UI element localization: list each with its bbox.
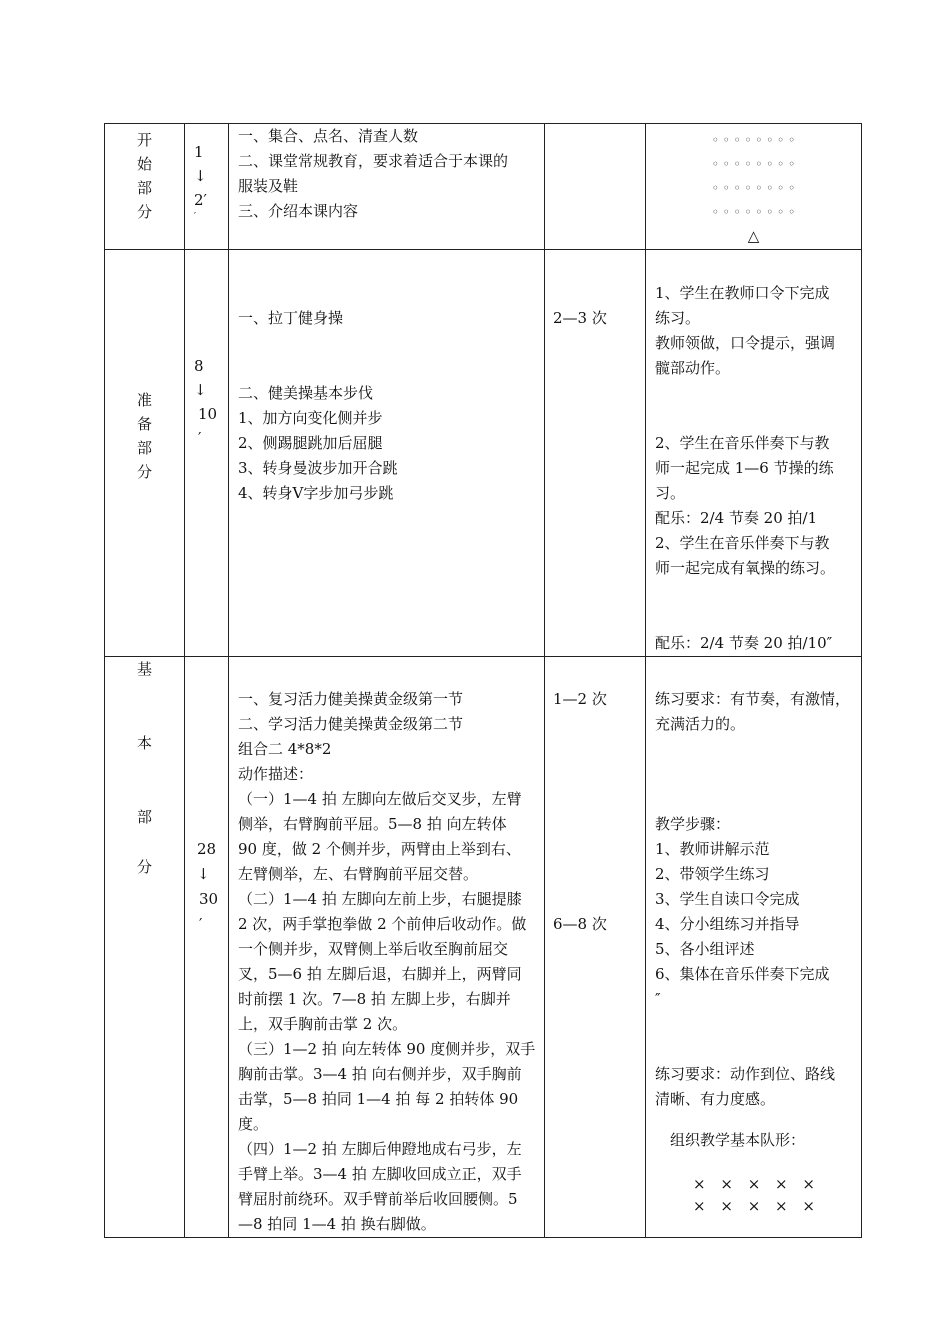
count-value: 2—3 次 [553, 309, 607, 327]
section-label-cell [105, 657, 185, 1238]
row-start-section [105, 124, 862, 250]
count-main [545, 657, 645, 937]
content-line: 动作描述： [238, 765, 314, 783]
content-line: 2 次，两手掌抱拳做 2 个前伸后收动作。做 [238, 915, 527, 933]
time-line: 8 [194, 357, 204, 375]
section-char: 本 [136, 734, 152, 752]
count-cell [545, 250, 646, 657]
time-line: ′ [194, 212, 197, 222]
time-line: 28 [197, 840, 217, 858]
content-line: 左臂侧举，左、右臂胸前平屈交替。 [238, 865, 479, 883]
content-line: —8 拍同 1—4 拍 换右脚做。 [238, 1215, 436, 1233]
time-main [185, 657, 228, 937]
method-line: 3、学生自读口令完成 [655, 890, 800, 908]
method-line: 充满活力的。 [655, 715, 746, 733]
content-line: 一个侧并步，双臂侧上举后收至胸前屈交 [238, 940, 509, 958]
time-line: 1 [194, 143, 204, 161]
teacher-triangle-icon: △ [747, 227, 760, 245]
time-line: ′ [199, 915, 203, 933]
content-cell [229, 657, 545, 1238]
method-main [646, 657, 861, 1217]
content-line: 1、加方向变化侧并步 [238, 409, 383, 427]
time-cell [185, 657, 229, 1238]
student-dot-row: ◦ ◦ ◦ ◦ ◦ ◦ ◦ ◦ [711, 181, 796, 195]
content-cell [229, 250, 545, 657]
content-line: 叉，5—6 拍 左脚后退，右脚并上，两臂同 [238, 965, 522, 983]
method-line: 教师领做，口令提示，强调 [655, 334, 836, 352]
content-line: 时前摆 1 次。7—8 拍 左脚上步，右脚并 [238, 990, 511, 1008]
section-label-cell [105, 124, 185, 250]
method-line: 练习要求：有节奏，有激情， [655, 690, 851, 708]
content-line: 胸前击掌。3—4 拍 向右侧并步，双手胸前 [238, 1065, 522, 1083]
content-line: 二、健美操基本步伐 [238, 384, 374, 402]
content-line: 2、侧踢腿跳加后屈腿 [238, 434, 383, 452]
time-line: 30 [199, 890, 219, 908]
section-label-prep [105, 250, 184, 484]
section-label-cell [105, 250, 185, 657]
time-line: ′ [198, 429, 202, 447]
content-line: 度。 [238, 1115, 269, 1133]
content-line: 侧举，右臂胸前平屈。5—8 拍 向左转体 [238, 815, 507, 833]
time-start [185, 124, 228, 222]
method-line: 6、集体在音乐伴奏下完成 [655, 965, 830, 983]
method-line: 练习。 [655, 309, 701, 327]
section-char: 部 [136, 808, 152, 826]
method-line: 1、教师讲解示范 [655, 840, 770, 858]
formation-diagram [646, 124, 861, 248]
content-line: 击掌，5—8 拍同 1—4 拍 每 2 拍转体 90 [238, 1090, 519, 1108]
student-cross-row: × × × × × [693, 1175, 815, 1193]
content-line: 90 度，做 2 个侧并步，两臂由上举到右、 [238, 840, 521, 858]
section-char: 分 [136, 463, 152, 481]
content-line: 一、拉丁健身操 [238, 309, 344, 327]
method-line: 4、分小组练习并指导 [655, 915, 800, 933]
section-label-start [105, 124, 184, 224]
student-dot-row: ◦ ◦ ◦ ◦ ◦ ◦ ◦ ◦ [711, 133, 796, 147]
method-line: 配乐：2/4 节奏 20 拍/1 [655, 509, 818, 527]
time-line: ↓ [197, 865, 210, 883]
section-char: 基 [136, 660, 152, 678]
content-line: 服装及鞋 [238, 177, 299, 195]
content-start [229, 124, 544, 224]
content-main [229, 657, 544, 1237]
time-line: ↓ [194, 167, 207, 185]
content-line: 4、转身Ⅴ字步加弓步跳 [238, 484, 394, 502]
section-char: 部 [136, 439, 152, 457]
student-dot-row: ◦ ◦ ◦ ◦ ◦ ◦ ◦ ◦ [711, 205, 796, 219]
row-main-section [105, 657, 862, 1238]
student-dot-row: ◦ ◦ ◦ ◦ ◦ ◦ ◦ ◦ [711, 157, 796, 171]
student-cross-row: × × × × × [693, 1197, 815, 1215]
content-line: 二、学习活力健美操黄金级第二节 [238, 715, 464, 733]
formation-cell [646, 124, 862, 250]
time-line: 10 [198, 405, 218, 423]
method-cell [646, 250, 862, 657]
method-line: 练习要求：动作到位、路线 [655, 1065, 836, 1083]
method-line: 教学步骤： [655, 815, 731, 833]
content-line: 一、复习活力健美操黄金级第一节 [238, 690, 464, 708]
method-line: 1、学生在教师口令下完成 [655, 284, 830, 302]
method-line: 师一起完成有氧操的练习。 [655, 559, 836, 577]
content-line: （三）1—2 拍 向左转体 90 度侧并步，双手 [238, 1040, 536, 1058]
content-prep [229, 250, 544, 506]
time-prep [185, 250, 228, 450]
count-cell [545, 124, 646, 250]
content-line: 3、转身曼波步加开合跳 [238, 459, 398, 477]
method-line: 清晰、有力度感。 [655, 1090, 776, 1108]
time-cell [185, 124, 229, 250]
method-line: 师一起完成 1—6 节操的练 [655, 459, 834, 477]
content-line: 手臂上举。3—4 拍 左脚收回成立正，双手 [238, 1165, 522, 1183]
content-line: 二、课堂常规教育，要求着适合于本课的 [238, 152, 509, 170]
content-line: （二）1—4 拍 左脚向左前上步，右腿提膝 [238, 890, 522, 908]
method-line: 2、带领学生练习 [655, 865, 770, 883]
content-cell [229, 124, 545, 250]
section-label-main [105, 657, 184, 879]
row-prep-section [105, 250, 862, 657]
method-line: 5、各小组评述 [655, 940, 755, 958]
content-line: 三、介绍本课内容 [238, 202, 359, 220]
section-char: 准 [136, 391, 152, 409]
count-value: 6—8 次 [553, 915, 607, 933]
section-char: 始 [136, 155, 152, 173]
section-char: 备 [136, 415, 152, 433]
formation-title: 组织教学基本队形： [670, 1131, 806, 1149]
method-line: 配乐：2/4 节奏 20 拍/10″ [655, 634, 833, 652]
content-line: 一、集合、点名、清查人数 [238, 127, 419, 145]
content-line: （一）1—4 拍 左脚向左做后交叉步，左臂 [238, 790, 522, 808]
method-line: 2、学生在音乐伴奏下与教 [655, 434, 830, 452]
method-cell [646, 657, 862, 1238]
content-line: （四）1—2 拍 左脚后伸蹬地成右弓步，左 [238, 1140, 522, 1158]
method-line: ″ [655, 990, 661, 1008]
time-cell [185, 250, 229, 657]
section-char: 分 [136, 203, 152, 221]
method-line: 2、学生在音乐伴奏下与教 [655, 534, 830, 552]
content-line: 上，双手胸前击掌 2 次。 [238, 1015, 408, 1033]
method-prep [646, 250, 861, 656]
method-line: 习。 [655, 484, 686, 502]
section-char: 开 [136, 131, 152, 149]
section-char: 分 [136, 858, 152, 876]
time-line: 2′ [194, 191, 207, 209]
count-value: 1—2 次 [553, 690, 607, 708]
section-char: 部 [136, 179, 152, 197]
time-line: ↓ [194, 381, 207, 399]
content-line: 组合二 4*8*2 [238, 740, 332, 758]
method-line: 髋部动作。 [655, 359, 731, 377]
content-line: 臂屈肘前绕环。双手臂前举后收回腰侧。5 [238, 1190, 518, 1208]
lesson-plan-table [104, 123, 862, 1238]
count-cell [545, 657, 646, 1238]
